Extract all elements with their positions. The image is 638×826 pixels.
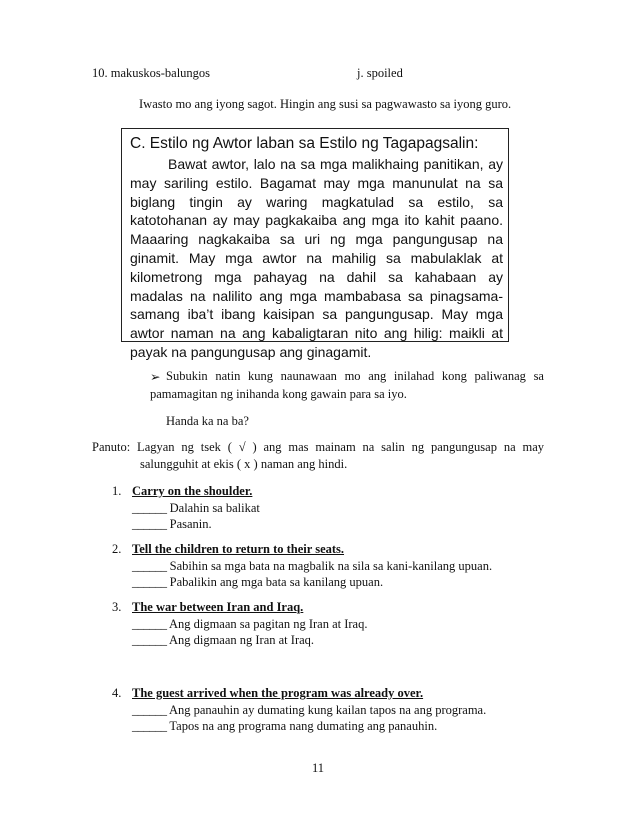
answer-option — [132, 516, 212, 532]
option-text: Pabalikin ang mga bata sa kanilang upuan. — [169, 575, 384, 589]
panuto-line-2: salungguhit at ekis ( x ) naman ang hindi. — [140, 457, 348, 471]
question-number: 2. — [112, 542, 122, 556]
question-number: 3. — [112, 600, 122, 614]
option-text: Ang panauhin ay dumating kung kailan tapos na ang programa. — [168, 703, 487, 717]
bullet-arrow-icon: ➢ — [150, 370, 161, 384]
answer-blank[interactable]: ______ — [132, 719, 167, 733]
answer-blank[interactable]: ______ — [132, 703, 167, 717]
explanation-body: Bawat awtor, lalo na sa mga malikhaing panitikan, ay may sariling estilo. Bagamat may mga manunulat na sa biglang tingin ay waring magkatulad sa estilo, sa katotohanan ay may pagkakaiba ang mga ito kahit paano. Maaaring nagkakaiba sa uri ng mga pangungusap na ginamit. May mga awtor na mahilig sa mabulaklak at kilometrong mga pahayag na dahil sa kahabaan ay madalas na nalilito ang mga mambabasa sa pinagsama-samang iba’t ibang kaisipan sa pangungusap. May mga awtor naman na ang kabaligtaran nito ang hilig: maikli at payak na pangungusap ang ginagamit. — [130, 156, 503, 360]
answer-blank[interactable]: ______ — [132, 517, 167, 531]
question-sentence: Carry on the shoulder. — [132, 484, 253, 498]
answer-blank[interactable]: ______ — [132, 617, 167, 631]
explanation-title: C. Estilo ng Awtor laban sa Estilo ng Tagapagsalin: — [130, 135, 479, 152]
answer-option — [132, 574, 383, 590]
question-sentence: The war between Iran and Iraq. — [132, 600, 304, 614]
item-10-term: 10. makuskos-balungos — [92, 66, 211, 80]
bullet-line-1: Subukin natin kung naunawaan mo ang inilahad kong paliwanag sa — [166, 369, 544, 383]
answer-option — [132, 500, 260, 516]
answer-option — [132, 718, 437, 734]
ready-question: Handa ka na ba? — [166, 414, 249, 428]
option-text: Dalahin sa balikat — [169, 501, 260, 515]
answer-blank[interactable]: ______ — [132, 633, 167, 647]
answer-option — [132, 616, 367, 632]
option-text: Sabihin sa mga bata na magbalik na sila sa kani-kanilang upuan. — [169, 559, 493, 573]
answer-blank[interactable]: ______ — [132, 501, 167, 515]
answer-blank[interactable]: ______ — [132, 575, 167, 589]
question-sentence: The guest arrived when the program was already over. — [132, 686, 424, 700]
option-text: Pasanin. — [169, 517, 212, 531]
question-number: 4. — [112, 686, 122, 700]
question-sentence: Tell the children to return to their seats. — [132, 542, 345, 556]
option-text: Ang digmaan ng Iran at Iraq. — [168, 633, 315, 647]
answer-option — [132, 558, 492, 574]
option-text: Ang digmaan sa pagitan ng Iran at Iraq. — [168, 617, 368, 631]
answer-option — [132, 702, 486, 718]
page-number: 11 — [312, 761, 325, 775]
bullet-line-2: pamamagitan ng inihanda kong gawain para sa iyo. — [150, 387, 407, 401]
check-instruction: Iwasto mo ang iyong sagot. Hingin ang susi sa pagwawasto sa iyong guro. — [139, 97, 512, 111]
question-number: 1. — [112, 484, 122, 498]
explanation-text — [130, 134, 503, 362]
answer-option — [132, 632, 314, 648]
answer-blank[interactable]: ______ — [132, 559, 167, 573]
item-10-answer: j. spoiled — [357, 66, 403, 80]
option-text: Tapos na ang programa nang dumating ang panauhin. — [169, 719, 438, 733]
panuto-line-1: Panuto: Lagyan ng tsek ( √ ) ang mas mainam na salin ng pangungusap na may — [92, 440, 544, 454]
